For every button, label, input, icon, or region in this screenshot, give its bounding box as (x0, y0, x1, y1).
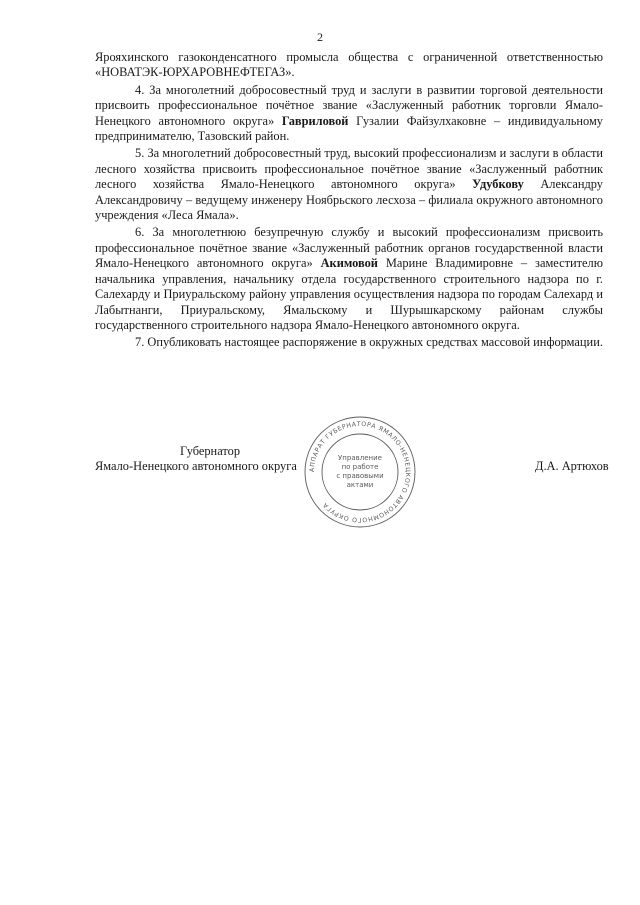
paragraph-item-7 (95, 335, 603, 350)
paragraph-text: Марине Владимировне – заместителю начальника управления, начальнику отдела государственного строительного надзора по г. Салехарду и Приуральскому району управления осуществления надзора по городам Салехард и Лабытнанги, Приуральскому, Ямальскому и Шурышкарскому районам службы государственного строительного надзора Ямало-Ненецкого автономного округа. (95, 256, 603, 332)
paragraph-text: 6. За многолетнюю безупречную службу и высокий профессионализм присвоить профессиональное почётное звание «Заслуженный работник органов государственной власти Ямало-Ненецкого автономного округа» (95, 225, 603, 271)
bold-name: Гавриловой (281, 113, 349, 128)
paragraph-item-4 (95, 83, 603, 145)
paragraph-text: Александру Александровичу – ведущему инженеру Ноябрьского лесхоза – филиала окружного автономного учреждения «Леса Ямала». (95, 177, 603, 223)
paragraph-text: 5. За многолетний добросовестный труд, высокий профессионализм и заслуги в области лесного хозяйства присвоить профессиональное почётное звание «Заслуженный работник лесного хозяйства Ямало-Ненецкого автономного округа» (95, 146, 603, 192)
paragraph-text: 7. Опубликовать настоящее распоряжение в окружных средствах массовой информации. (135, 335, 603, 350)
paragraph-item-5 (95, 146, 603, 223)
seal-center-line-1: Управление (338, 454, 382, 462)
seal-ring-text: АППАРАТ ГУБЕРНАТОРА ЯМАЛО-НЕНЕЦКОГО АВТОНОМНОГО ОКРУГА (308, 420, 412, 524)
seal-center-line-2: по работе (341, 463, 379, 471)
paragraph-continuation (95, 50, 603, 81)
signatory-region: Ямало-Ненецкого автономного округа (95, 459, 297, 473)
bold-name: Акимовой (320, 256, 378, 271)
paragraph-item-6 (95, 225, 603, 333)
paragraph-text: 4. За многолетний добросовестный труд и заслуги в развитии торговой деятельности присвоить профессиональное почётное звание «Заслуженный работник торговли Ямало-Ненецкого автономного округа» (95, 82, 603, 128)
page-number: 2 (317, 30, 323, 44)
signatory-name: Д.А. Артюхов (535, 459, 609, 473)
bold-name: Удубкову (472, 177, 524, 192)
seal-center-line-3: с правовыми (336, 472, 384, 480)
signatory-title: Губернатор (180, 444, 241, 458)
paragraph-text: Гузалии Файзулхаковне – индивидуальному предпринимателю, Тазовский район. (95, 113, 603, 144)
document-body (95, 50, 603, 353)
paragraph-text: Ярояхинского газоконденсатного промысла общества с ограниченной ответственностью «НОВАТЭК-ЮРХАРОВНЕФТЕГАЗ». (95, 50, 603, 80)
official-seal-stamp (302, 414, 418, 530)
seal-center-line-4: актами (346, 481, 374, 489)
